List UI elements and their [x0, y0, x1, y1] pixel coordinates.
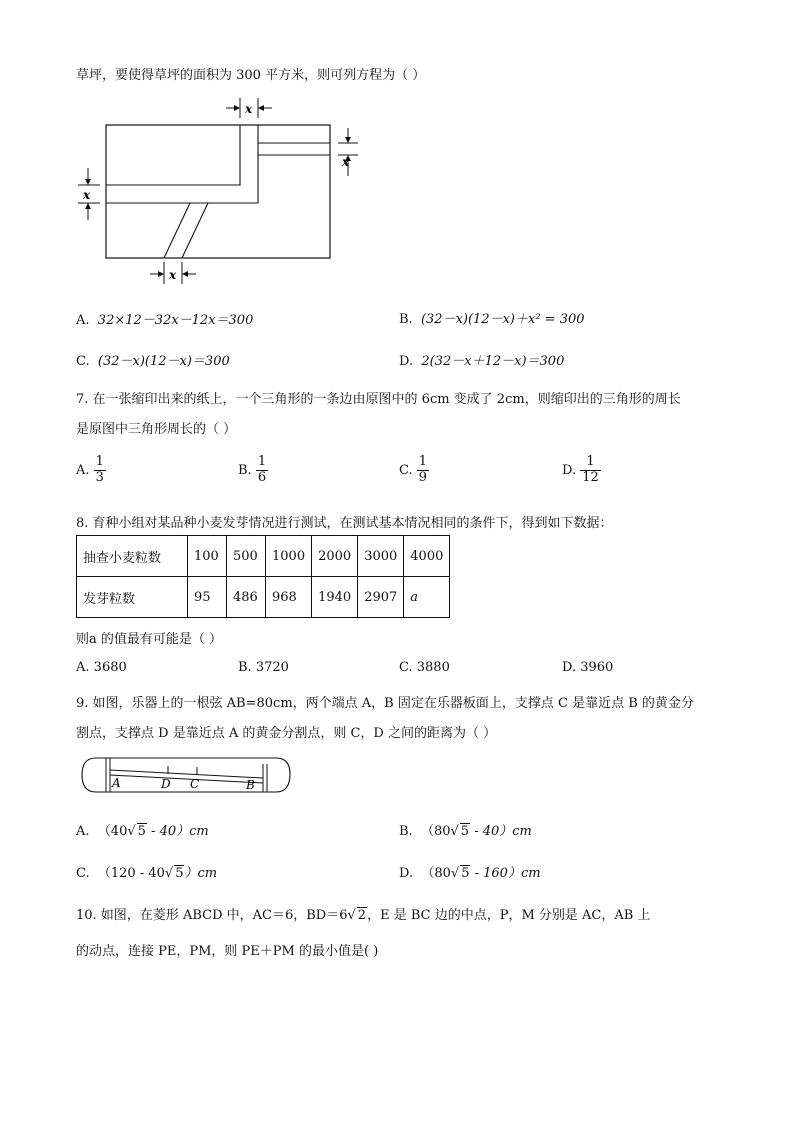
q7-option-a: A. $\frac{1}{3}$	[76, 454, 104, 485]
table-cell: 1000	[266, 536, 312, 577]
q9-stem-line2: 割点，支撑点 D 是靠近点 A 的黄金分割点，则 C，D 之间的距离为（ ）	[76, 726, 497, 741]
q9-option-c: C. （120 - 40√ 5）cm	[76, 866, 218, 881]
table-cell: 95	[188, 577, 227, 618]
q7-option-c: C. $\frac{1}{9}$	[399, 454, 428, 485]
point-label-b: B	[246, 778, 255, 792]
table-cell: 500	[227, 536, 266, 577]
q8-option-d: D. 3960	[562, 660, 614, 675]
q8-option-a: A. 3680	[76, 660, 127, 675]
dim-label-bottom: x	[169, 268, 177, 282]
point-label-c: C	[190, 777, 200, 791]
q7-option-b: B. $\frac{1}{6}$	[238, 454, 267, 485]
q8-stem: 8. 育种小组对某品种小麦发芽情况进行测试，在测试基本情况相同的条件下，得到如下数据：	[76, 516, 613, 531]
q6-option-c: C. (32－x)(12－x)＝300	[76, 354, 230, 369]
table-cell: 1940	[312, 577, 358, 618]
q6-option-d: D. 2(32－x＋12－x)＝300	[399, 354, 565, 369]
dim-label-left: x	[83, 188, 91, 202]
table-cell: 100	[188, 536, 227, 577]
q8-option-b: B. 3720	[238, 660, 289, 675]
q7-option-d: D. $\frac{1}{12}$	[562, 454, 599, 485]
q6-stem: 草坪，要使得草坪的面积为 300 平方米，则可列方程为（ ）	[76, 68, 426, 83]
instrument-figure	[80, 756, 292, 796]
table-row	[77, 577, 450, 618]
q8-option-c: C. 3880	[399, 660, 450, 675]
q9-option-b: B. （80√ 5 - 40）cm	[399, 824, 532, 839]
table-cell: 3000	[358, 536, 404, 577]
table-row	[77, 536, 450, 577]
dim-label-top: x	[245, 102, 253, 116]
point-label-a: A	[112, 776, 121, 790]
q10-stem-line1: 10. 如图，在菱形 ABCD 中，AC＝6，BD＝6√ 2，E 是 BC 边的中点，P，M 分别是 AC，AB 上	[76, 908, 651, 923]
table-cell: a	[404, 577, 450, 618]
table-header: 发芽粒数	[77, 577, 188, 618]
q6-option-a: A. 32×12－32x－12x＝300	[76, 313, 254, 328]
lawn-figure	[76, 96, 366, 286]
table-cell: 486	[227, 577, 266, 618]
q9-option-a: A. （40√ 5 - 40）cm	[76, 824, 209, 839]
table-header: 抽查小麦粒数	[77, 536, 188, 577]
table-cell: 4000	[404, 536, 450, 577]
q10-stem-line2: 的动点，连接 PE，PM，则 PE＋PM 的最小值是( )	[76, 944, 379, 959]
table-cell: 968	[266, 577, 312, 618]
table-cell: 2000	[312, 536, 358, 577]
q7-stem-line1: 7. 在一张缩印出来的纸上，一个三角形的一条边由原图中的 6cm 变成了 2cm，则缩印出的三角形的周长	[76, 392, 681, 407]
q7-stem-line2: 是原图中三角形周长的（ ）	[76, 422, 237, 437]
dim-label-right: x	[342, 155, 350, 169]
q6-option-b: B. (32－x)(12－x)＋x² = 300	[399, 312, 585, 327]
germination-table	[76, 535, 450, 618]
q8-question: 则a 的值最有可能是（ ）	[76, 632, 223, 647]
q9-option-d: D. （80√ 5 - 160）cm	[399, 866, 541, 881]
table-cell: 2907	[358, 577, 404, 618]
q9-stem-line1: 9. 如图，乐器上的一根弦 AB=80cm，两个端点 A，B 固定在乐器板面上，支撑点 C 是靠近点 B 的黄金分	[76, 696, 694, 711]
point-label-d: D	[161, 777, 171, 791]
